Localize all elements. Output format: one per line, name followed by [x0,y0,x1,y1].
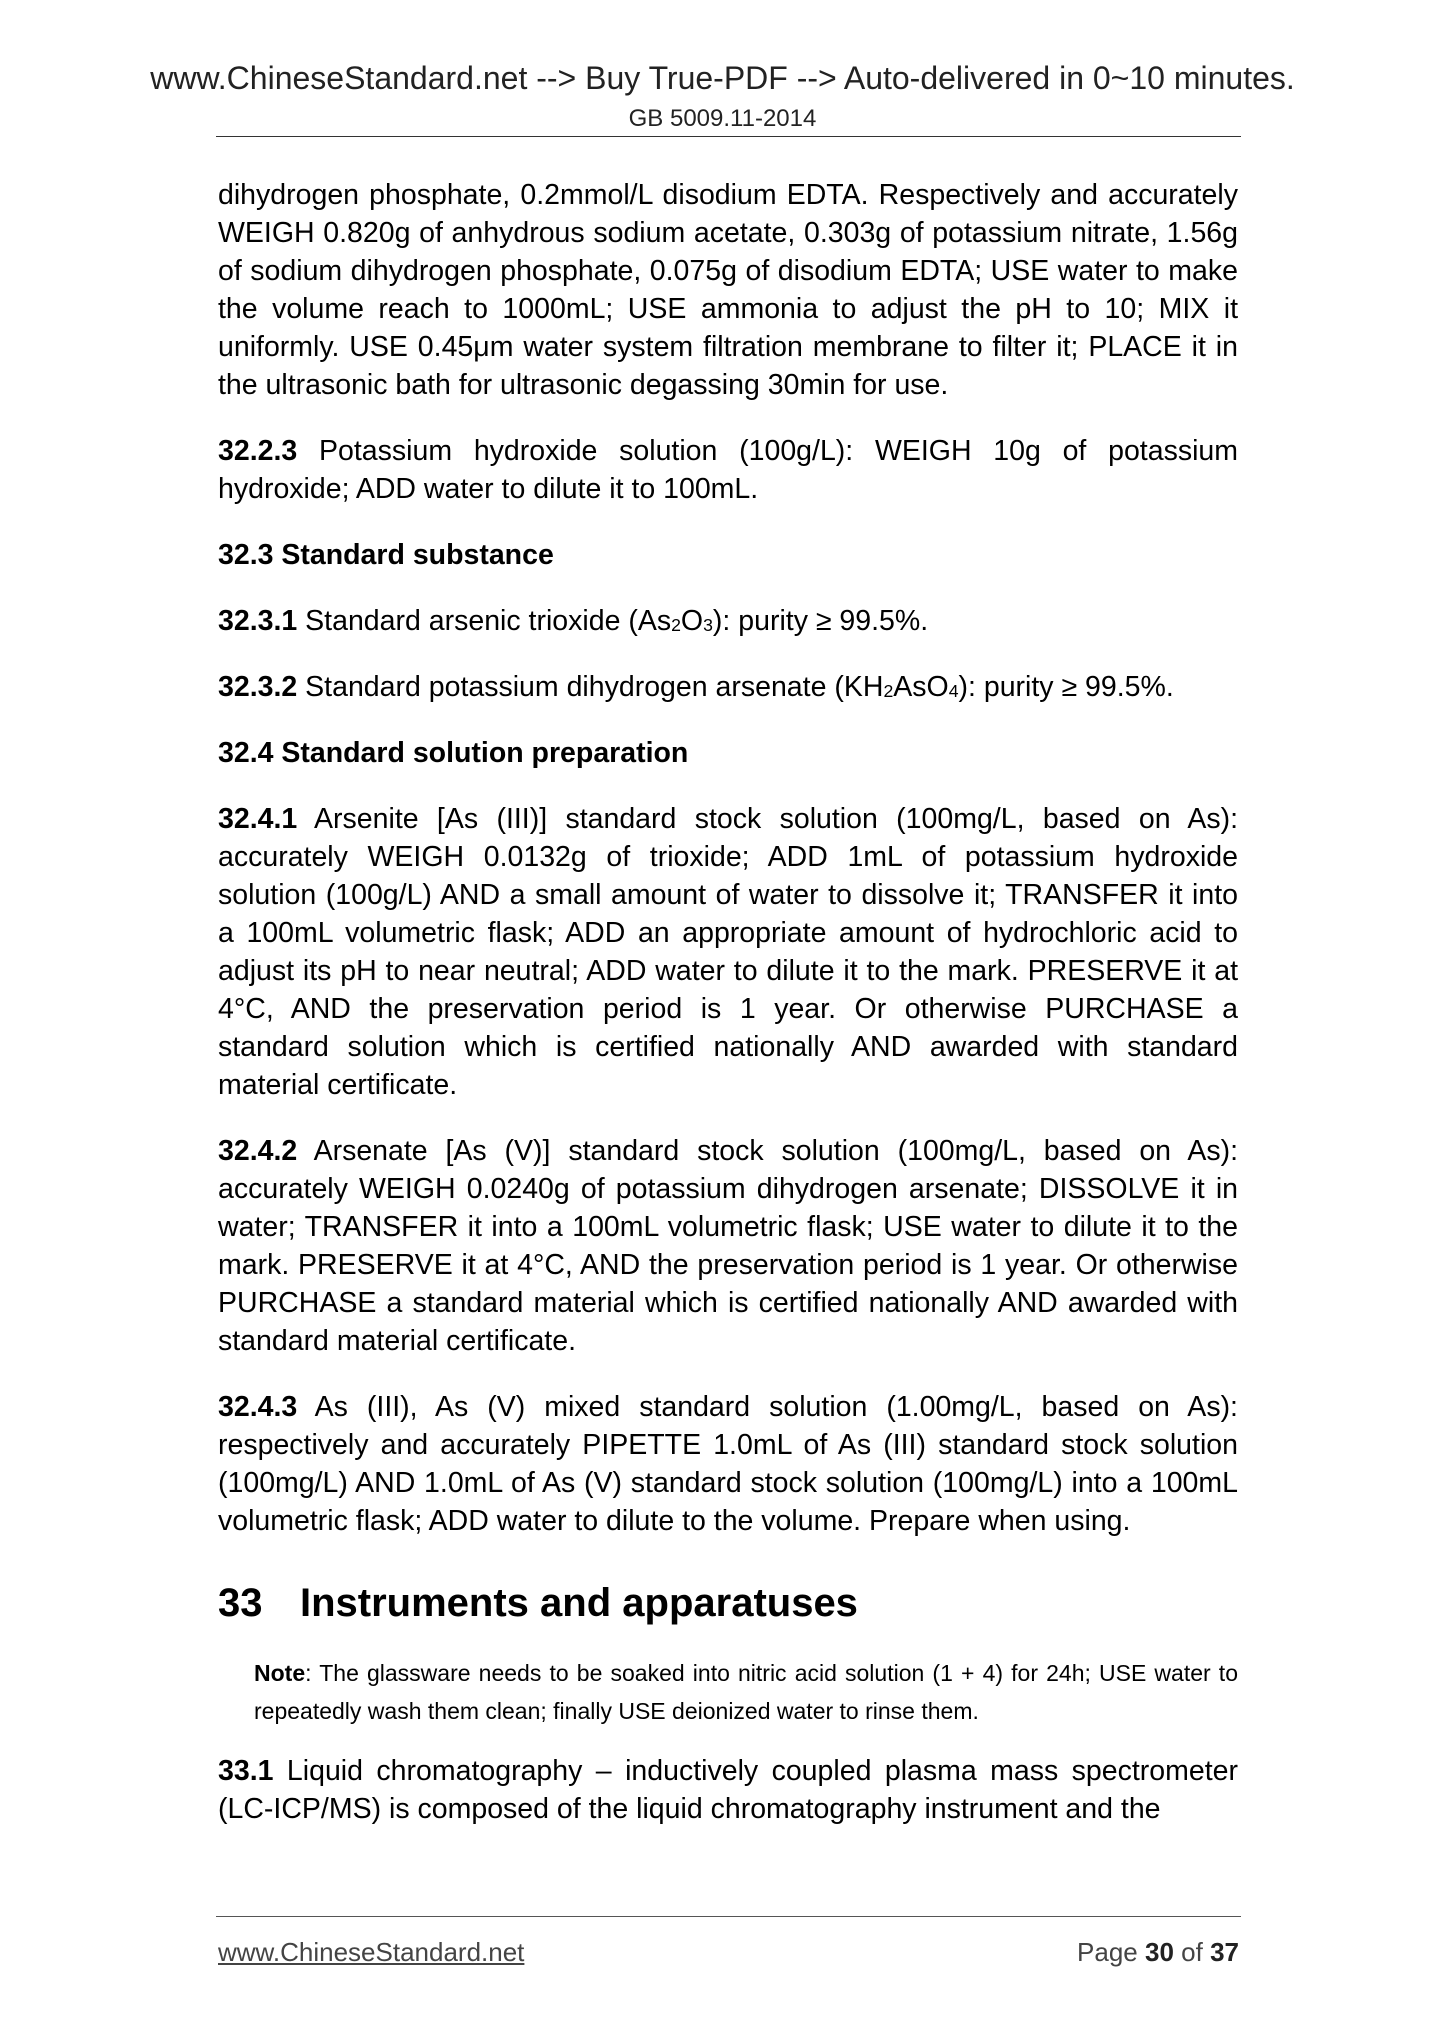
clause-text: ): purity ≥ 99.5%. [712,605,929,637]
clause-text: Arsenate [As (V)] standard stock solution (100mg/L, based on As): accurately WEIGH 0.0240g of potassium dihydrogen arsenate; DISSOLVE it in water; TRANSFER it into a 100mL volumetric flask; USE water to dilute it to the mark. PRESERVE it at 4°C, AND the preservation period is 1 year. Or otherwise PURCHASE a standard material which is certified nationally AND awarded with standard material certificate. [218,1135,1238,1357]
note-text: : The glassware needs to be soaked into nitric acid solution (1 + 4) for 24h; USE water to repeatedly wash them clean; finally USE deionized water to rinse them. [254,1660,1238,1724]
page-current: 30 [1145,1937,1174,1967]
clause-32-3-2 [218,668,1238,706]
clause-32-4-1 [218,800,1238,1104]
page-body [218,176,1238,1856]
section-heading-32-3: 32.3 Standard substance [218,539,554,571]
chapter-number: 33 [218,1581,263,1625]
header-divider [216,136,1241,137]
clause-32-2-3 [218,432,1238,508]
section-heading-32-4: 32.4 Standard solution preparation [218,737,689,769]
subscript: 2 [671,614,681,635]
page-total: 37 [1210,1937,1239,1967]
clause-number: 32.3.2 [218,671,298,703]
subscript: 4 [948,680,959,701]
clause-number: 32.3.1 [218,605,298,637]
clause-32-3-1 [218,602,1238,640]
clause-text: O [680,605,704,637]
page-number [1077,1935,1239,1969]
clause-text: ): purity ≥ 99.5%. [958,671,1174,703]
note [254,1654,1238,1730]
paragraph-intro: dihydrogen phosphate, 0.2mmol/L disodium EDTA. Respectively and accurately WEIGH 0.820g of anhydrous sodium acetate, 0.303g of potassium nitrate, 1.56g of sodium dihydrogen phosphate, 0.075g of disodium EDTA; USE water to make the volume reach to 1000mL; USE ammonia to adjust the pH to 10; MIX it uniformly. USE 0.45μm water system filtration membrane to filter it; PLACE it in the ultrasonic bath for ultrasonic degassing 30min for use. [218,179,1238,401]
note-label: Note [254,1660,306,1686]
clause-text: As (III), As (V) mixed standard solution (1.00mg/L, based on As): respectively and accurately PIPETTE 1.0mL of As (III) standard stock solution (100mg/L) AND 1.0mL of As (V) standard stock solution (100mg/L) into a 100mL volumetric flask; ADD water to dilute to the volume. Prepare when using. [218,1391,1238,1537]
footer-website-link[interactable]: www.ChineseStandard.net [218,1937,525,1967]
clause-text: Standard potassium dihydrogen arsenate (KH [305,671,884,703]
clause-number: 33.1 [218,1755,274,1787]
document-code: GB 5009.11-2014 [628,105,817,132]
subscript: 2 [883,680,894,701]
subscript: 3 [703,614,713,635]
chapter-title: Instruments and apparatuses [300,1581,858,1625]
clause-text: Liquid chromatography – inductively coupled plasma mass spectrometer (LC-ICP/MS) is composed of the liquid chromatography instrument and the [218,1755,1238,1825]
clause-number: 32.2.3 [218,435,298,467]
clause-text: Standard arsenic trioxide (As [305,605,672,637]
header-title[interactable]: www.ChineseStandard.net --> Buy True-PDF --> Auto-delivered in 0~10 minutes. [150,60,1295,96]
clause-32-4-3 [218,1388,1238,1540]
footer-divider [216,1916,1241,1917]
clause-32-4-2 [218,1132,1238,1360]
clause-33-1 [218,1752,1238,1828]
page-label: Page [1077,1937,1138,1967]
clause-text: Arsenite [As (III)] standard stock solution (100mg/L, based on As): accurately WEIGH 0.0132g of trioxide; ADD 1mL of potassium hydroxide solution (100g/L) AND a small amount of water to dissolve it; TRANSFER it into a 100mL volumetric flask; ADD an appropriate amount of hydrochloric acid to adjust its pH to near neutral; ADD water to dilute it to the mark. PRESERVE it at 4°C, AND the preservation period is 1 year. Or otherwise PURCHASE a standard solution which is certified nationally AND awarded with standard material certificate. [218,803,1238,1101]
clause-number: 32.4.1 [218,803,298,835]
clause-text: Potassium hydroxide solution (100g/L): WEIGH 10g of potassium hydroxide; ADD water to dilute it to 100mL. [218,435,1238,505]
clause-number: 32.4.3 [218,1391,298,1423]
page-of: of [1181,1937,1203,1967]
chapter-heading-33 [218,1578,1238,1628]
clause-number: 32.4.2 [218,1135,298,1167]
clause-text: AsO [893,671,949,703]
